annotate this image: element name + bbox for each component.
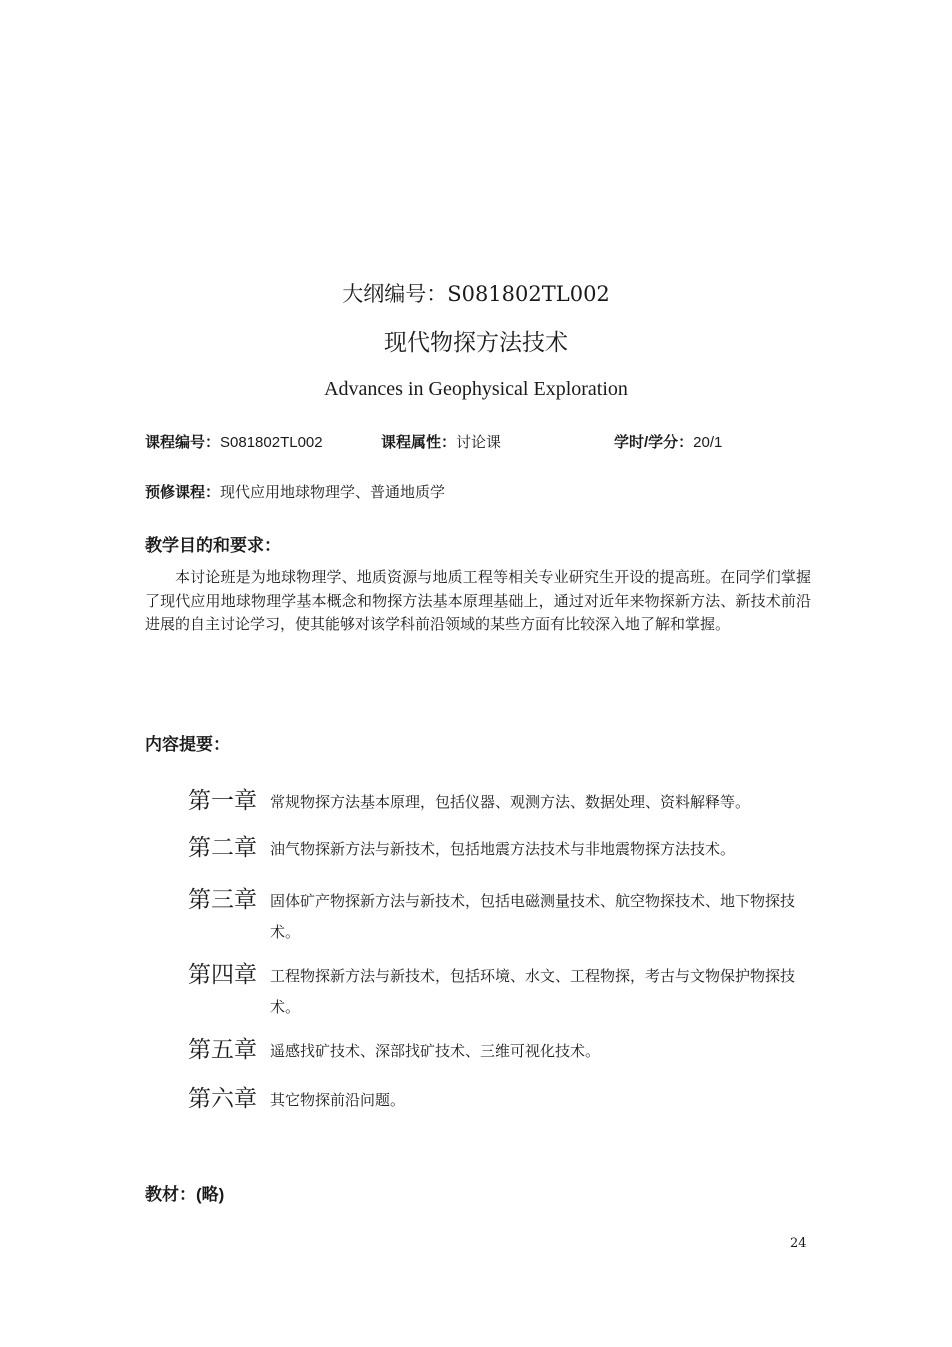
prerequisite-label: 预修课程： bbox=[145, 484, 221, 501]
chapter-number: 第五章 bbox=[188, 1036, 257, 1062]
chapter-number: 第四章 bbox=[188, 961, 257, 987]
course-hours bbox=[614, 431, 722, 452]
chapter-description: 遥感找矿技术、深部找矿技术、三维可视化技术。 bbox=[270, 1042, 601, 1060]
prerequisite-value: 现代应用地球物理学、普通地质学 bbox=[220, 483, 446, 501]
course-hours-label: 学时/学分： bbox=[614, 434, 694, 451]
course-code-value: S081802TL002 bbox=[220, 434, 323, 451]
chapter-description: 其它物探前沿问题。 bbox=[270, 1091, 406, 1109]
goals-heading: 教学目的和要求： bbox=[145, 536, 281, 555]
course-code bbox=[145, 431, 323, 452]
chapter-description: 常规物探方法基本原理，包括仪器、观测方法、数据处理、资料解释等。 bbox=[270, 793, 751, 811]
textbook-heading: 教材：(略) bbox=[145, 1185, 225, 1204]
chapter-number: 第六章 bbox=[188, 1085, 257, 1111]
course-type-label: 课程属性： bbox=[381, 434, 457, 451]
chapter-description: 工程物探新方法与新技术，包括环境、水文、工程物探，考古与文物保护物探技术。 bbox=[270, 967, 796, 1016]
course-code-label: 课程编号： bbox=[145, 434, 221, 451]
chapter-number: 第二章 bbox=[188, 834, 257, 860]
goals-paragraph: 本讨论班是为地球物理学、地质资源与地质工程等相关专业研究生开设的提高班。在同学们掌握了现代应用地球物理学基本概念和物探方法基本原理基础上，通过对近年来物探新方法、新技术前沿进展的自主讨论学习，使其能够对该学科前沿领域的某些方面有比较深入地了解和掌握。 bbox=[145, 568, 811, 633]
course-title-en: Advances in Geophysical Exploration bbox=[324, 378, 628, 400]
course-type bbox=[381, 431, 501, 452]
course-type-value: 讨论课 bbox=[456, 433, 502, 451]
chapter-number: 第一章 bbox=[188, 787, 257, 813]
course-title-cn: 现代物探方法技术 bbox=[384, 330, 568, 356]
content-heading: 内容提要： bbox=[145, 735, 230, 754]
prerequisite-row bbox=[145, 481, 445, 502]
chapter-description: 油气物探新方法与新技术，包括地震方法技术与非地震物探方法技术。 bbox=[270, 840, 736, 858]
chapter-number: 第三章 bbox=[188, 886, 257, 912]
page-number: 24 bbox=[790, 1236, 807, 1251]
outline-number: 大纲编号：S081802TL002 bbox=[342, 282, 610, 306]
course-hours-value: 20/1 bbox=[693, 434, 723, 451]
chapter-description: 固体矿产物探新方法与新技术，包括电磁测量技术、航空物探技术、地下物探技术。 bbox=[270, 892, 796, 941]
